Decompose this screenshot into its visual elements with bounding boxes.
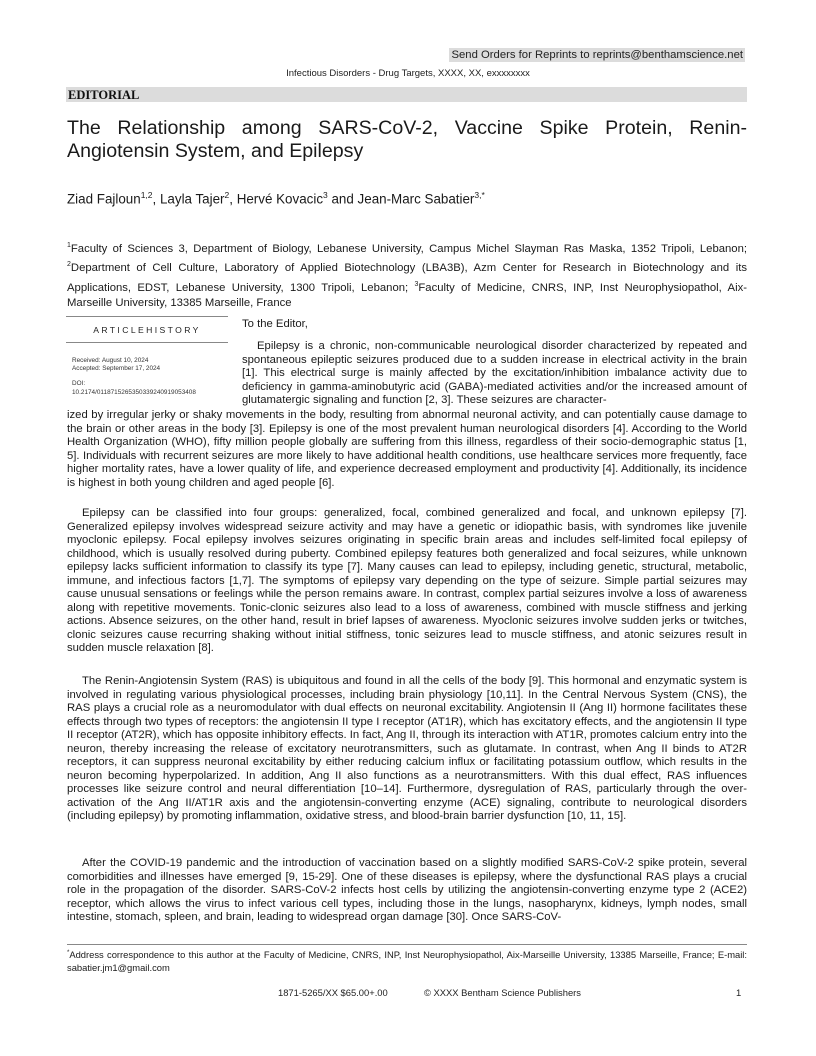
paragraph-2: Epilepsy can be classified into four groups: generalized, focal, combined generalized and focal, and unknown epilepsy [7]. Generalized epilepsy involves widespread seizure activity and may have a genetic or idiopathic basis, with syndromes like juvenile myoclonic epilepsy. Focal epilepsy involves seizures originating in specific brain areas and includes self-limited focal epilepsy of childhood, which is usually resolved during puberty. Combined epilepsy features both generalized and focal seizures, while unknown epilepsy lacks sufficient information to classify its type [7]. Many causes can lead to epilepsy, including genetic, structural, metabolic, immune, and infectious factors [1,7]. The symptoms of epilepsy vary depending on the type of seizure. Simple partial seizures may cause unusual sensations or feelings while the person remains aware. In contrast, complex partial seizures involve a loss of awareness along with repetitive movements. Tonic-clonic seizures also lead to a loss of awareness, combined with muscle stiffness and jerking actions. Absence seizures, on the other hand, result in brief lapses of awareness. Myoclonic seizures involve sudden jerks or twitches, clonic seizures cause recurring shaking without initial stiffness, tonic seizures lead to muscle stiffness, and atonic seizures result in sudden muscle relaxation [8]. — [67, 507, 747, 654]
author-list — [67, 190, 485, 206]
paragraph-1-start: Epilepsy is a chronic, non-communicable neurological disorder characterized by repeated and spontaneous epileptic seizures produced due to a sudden increase in electrical activity in the brain [1]. This electrical surge is mainly affected by the excitation/inhibition imbalance activity due to deficiency in gamma-aminobutyric acid (GABA)-mediated activities and/or the increased amount of glutamatergic signaling and function [2, 3]. These seizures are character- — [242, 340, 747, 406]
author-affiliation-mark: 3 — [323, 190, 328, 200]
doi-link[interactable]: 10.2174/0118715265350339240919053408 — [72, 388, 196, 396]
paragraph-4: After the COVID-19 pandemic and the introduction of vaccination based on a slightly modified SARS-CoV-2 spike protein, several comorbidities and illnesses have emerged [9, 15-29]. One of these diseases is epilepsy, where the dysfunctional RAS plays a crucial role in the propagation of the disorder. SARS-CoV-2 infects host cells by utilizing the angiotensin-converting enzyme type 2 (ACE2) receptor, which allows the virus to infect various cell types, including those in the lungs, nasopharynx, kidneys, lymph nodes, small intestine, stomach, spleen, and brain, leading to widespread organ damage [30]. Once SARS-CoV- — [67, 857, 747, 923]
affiliation-text: Faculty of Medicine, CNRS, INP, Inst Neurophysiopathol, Aix-Marseille University, 13385 Marseille, France — [67, 281, 747, 310]
paragraph-1-continued: ized by irregular jerky or shaky movements in the body, resulting from abnormal neuronal activity, and can potentially cause damage to the brain or other areas in the body [3]. Epilepsy is one of the most prevalent human neurological disorders [4]. According to the World Health Organization (WHO), fifty million people globally are suffering from this illness, regardless of their socio-demographic status [1, 5]. Individuals with recurrent seizures are more likely to have additional health conditions, use healthcare services more frequently, face higher mortality rates, have a lower quality of life, and experience decreased employment and productivity [4]. Additionally, its incidence is highest in both young children and aged people [6]. — [67, 409, 747, 489]
reprint-notice: Send Orders for Reprints to reprints@benthamscience.net — [451, 49, 743, 61]
footer-copyright: © XXXX Bentham Science Publishers — [424, 987, 581, 998]
history-details — [72, 357, 232, 397]
author-affiliation-mark: 1,2 — [140, 190, 153, 200]
history-top-rule — [66, 316, 228, 317]
correspondence-footnote — [67, 947, 747, 974]
footnote-mark: * — [67, 950, 70, 956]
accepted-date: Accepted: September 17, 2024 — [72, 365, 161, 373]
affiliation-text: Department of Cell Culture, Laboratory of Applied Biotechnology (LBA3B), Azm Center for Research in Biotechnology and its Applications, EDST, Lebanese University, 1300 Tripoli, Lebanon; — [67, 262, 747, 294]
history-bottom-rule — [66, 342, 228, 343]
section-label: EDITORIAL — [66, 87, 747, 102]
article-history-box — [66, 316, 228, 396]
author-separator: and — [327, 191, 358, 207]
affiliation-mark: 1 — [67, 242, 71, 249]
author-name: Hervé Kovacic — [236, 191, 324, 207]
author-name: Layla Tajer — [159, 191, 225, 207]
affiliation-mark: 2 — [67, 261, 71, 269]
affiliations — [67, 238, 747, 312]
doi-label: DOI: — [72, 380, 86, 388]
journal-citation: Infectious Disorders - Drug Targets, XXXX, XX, exxxxxxxx — [286, 68, 530, 79]
author-affiliation-mark: 2 — [224, 190, 230, 200]
author-name: Jean-Marc Sabatier — [357, 191, 475, 207]
received-date: Received: August 10, 2024 — [72, 357, 149, 364]
author-affiliation-mark: 3,* — [474, 190, 485, 200]
history-heading: ARTICLEHISTORY — [93, 325, 201, 335]
page-number: 1 — [736, 987, 742, 998]
affiliation-mark: 3 — [414, 280, 419, 288]
author-separator: , — [229, 191, 237, 207]
salutation: To the Editor, — [242, 318, 308, 330]
footnote-rule — [67, 944, 747, 945]
footer-issn: 1871-5265/XX $65.00+.00 — [278, 987, 388, 998]
affiliation-text: Faculty of Sciences 3, Department of Biology, Lebanese University, Campus Michel Slayman Ras Maska, 1352 Tripoli, Lebanon; — [70, 242, 747, 255]
footnote-text: Address correspondence to this author at the Faculty of Medicine, CNRS, INP, Inst Neurophysiopathol, Aix-Marseille University, 13385 Marseille, France; E-mail: sabatier.jm1@gmail.com — [67, 949, 747, 973]
author-separator: , — [152, 191, 160, 207]
author-name: Ziad Fajloun — [67, 191, 141, 207]
article-title: The Relationship among SARS-CoV-2, Vaccine Spike Protein, Renin-Angiotensin System, and Epilepsy — [67, 117, 747, 162]
paragraph-3: The Renin-Angiotensin System (RAS) is ubiquitous and found in all the cells of the body [9]. This hormonal and enzymatic system is involved in regulating various physiological processes, including brain physiology [10,11]. In the Central Nervous System (CNS), the RAS plays a crucial role as a neuromodulator with dual effects on neuronal excitability. Angiotensin II (Ang II) hormone facilitates these effects through two types of receptors: the angiotensin II type I receptor (AT1R), which has excitatory effects, and the angiotensin II type II receptor (AT2R), which has opposite inhibitory effects. In fact, Ang II, through its interaction with AT1R, promotes calcium entry into the neuron, thereby increasing the release of excitatory neurotransmitters, such as glutamate. In contrast, when Ang II binds to AT2R receptors, it can suppress neuronal excitability by either reducing calcium influx or facilitating potassium outflow, which results in the neuron becoming hyperpolarized. In addition, Ang II also functions as a neurotransmitters. With this dual effect, RAS influences processes like seizure control and neural differentiation [10–14]. Furthermore, dysregulation of RAS, particularly through the over-activation of the Ang II/AT1R axis and the angiotensin-converting enzyme (ACE) signaling, contribute to neurological disorders (including epilepsy) by promoting inflammation, oxidative stress, and blood-brain barrier dysfunction [10, 11, 15]. — [67, 675, 748, 822]
